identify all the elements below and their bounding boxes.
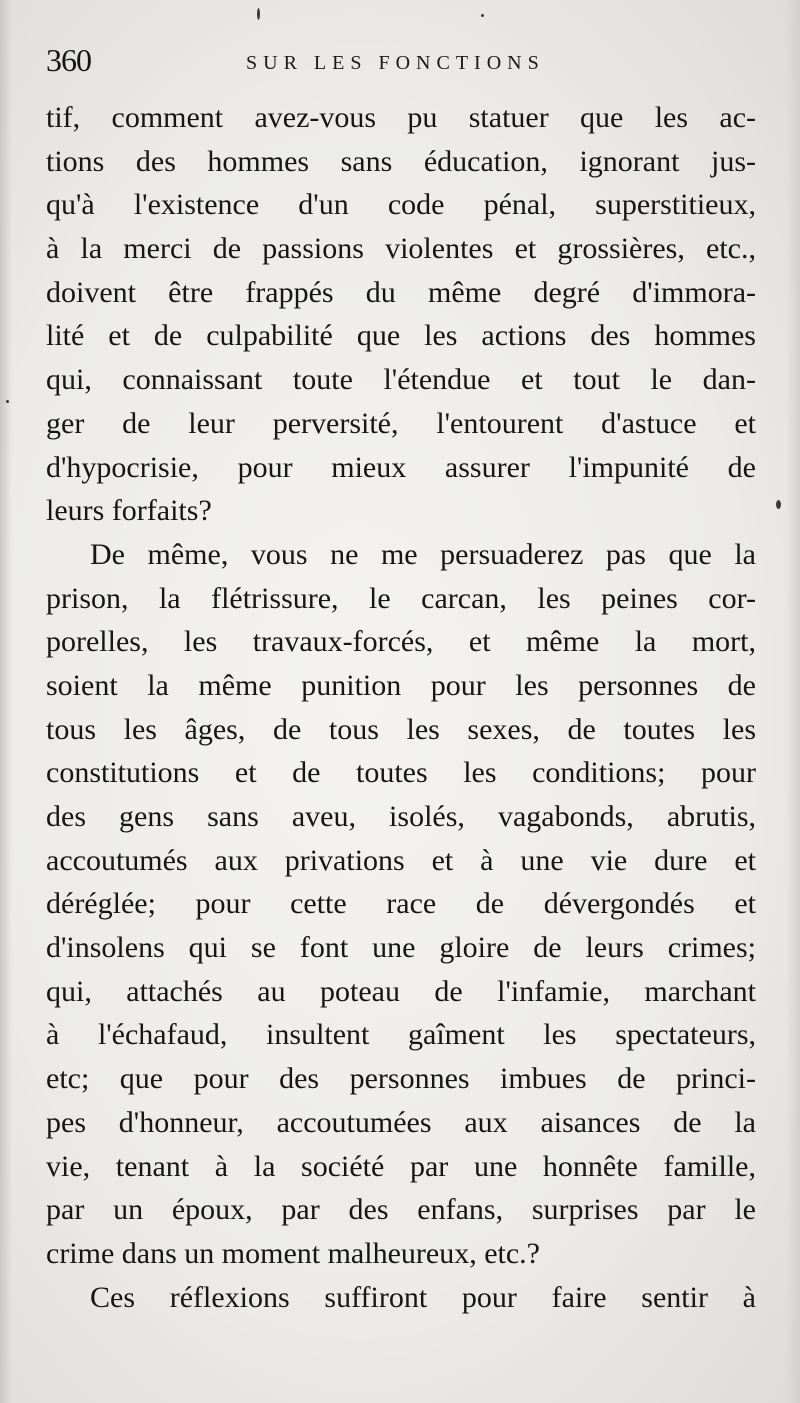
text-line: doivent être frappés du même degré d'immora- [46, 275, 756, 309]
text-line: des gens sans aveu, isolés, vagabonds, abrutis, [46, 800, 756, 833]
paragraph-start-line: Ces réflexions suffiront pour faire sentir à [90, 1280, 756, 1314]
text-line: soient la même punition pour les personnes de [46, 668, 756, 702]
body-text [46, 96, 756, 1319]
text-line: d'hypocrisie, pour mieux assurer l'impunité de [46, 450, 756, 484]
text-line: à la merci de passions violentes et grossières, etc., [46, 232, 756, 266]
paragraph-start-line: De même, vous ne me persuaderez pas que la [90, 537, 756, 571]
text-line: qui, attachés au poteau de l'infamie, marchant [46, 974, 756, 1008]
text-line: crime dans un moment malheureux, etc.? [46, 1236, 540, 1270]
text-line: leurs forfaits? [46, 494, 212, 528]
text-line: pes d'honneur, accoutumées aux aisances de la [46, 1105, 756, 1139]
text-line: prison, la flétrissure, le carcan, les peines cor- [46, 581, 756, 615]
text-line: qu'à l'existence d'un code pénal, superstitieux, [46, 188, 756, 222]
text-line: d'insolens qui se font une gloire de leurs crimes; [46, 931, 756, 965]
text-line: lité et de culpabilité que les actions des hommes [46, 319, 756, 353]
text-line: par un époux, par des enfans, surprises par le [46, 1193, 756, 1227]
text-line: qui, connaissant toute l'étendue et tout le dan- [46, 363, 756, 397]
running-head: SUR LES FONCTIONS [246, 52, 545, 74]
text-line: ger de leur perversité, l'entourent d'astuce et [46, 406, 756, 440]
page-edge-shadow-right [786, 0, 800, 1403]
text-line: vie, tenant à la société par une honnête famille, [46, 1149, 756, 1183]
text-line: déréglée; pour cette race de dévergondés et [46, 887, 756, 921]
text-line: tions des hommes sans éducation, ignorant jus- [46, 144, 756, 178]
text-line: etc; que pour des personnes imbues de princi- [46, 1062, 756, 1096]
page-edge-shadow-left [0, 0, 12, 1403]
text-line: accoutumés aux privations et à une vie dure et [46, 843, 756, 877]
text-line: constitutions et de toutes les conditions; pour [46, 756, 756, 790]
page-header [46, 42, 756, 82]
text-line: porelles, les travaux-forcés, et même la mort, [46, 625, 756, 659]
text-line: tous les âges, de tous les sexes, de toutes les [46, 712, 756, 746]
page-number: 360 [46, 42, 91, 78]
text-line: à l'échafaud, insultent gaîment les spectateurs, [46, 1018, 756, 1052]
text-line: tif, comment avez-vous pu statuer que les ac- [46, 101, 756, 134]
